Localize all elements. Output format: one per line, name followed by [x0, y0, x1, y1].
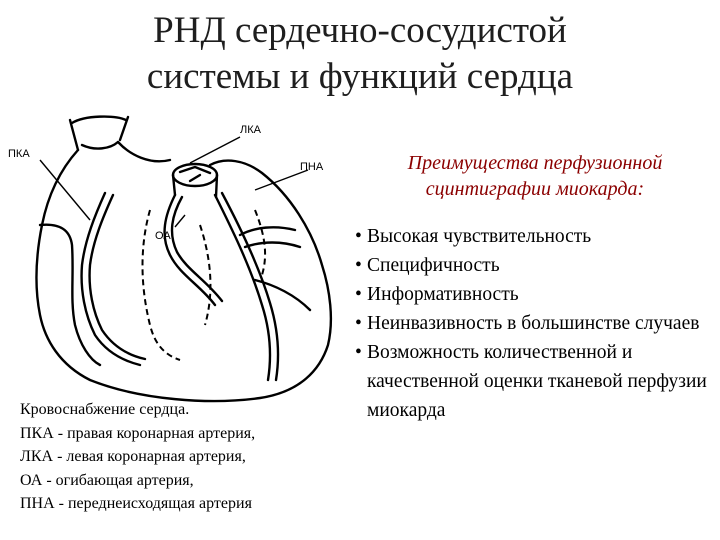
advantages-heading-line-1: Преимущества перфузионной	[407, 152, 663, 174]
title-line-1: РНД сердечно-сосудистой	[153, 10, 567, 51]
anterior-descending-artery	[215, 195, 270, 380]
advantage-item	[355, 338, 715, 425]
caption-line: Кровоснабжение сердца.	[20, 401, 190, 418]
title-line-2: системы и функций сердца	[146, 56, 574, 97]
caption-line: ЛКА - левая коронарная артерия,	[20, 448, 246, 465]
advantage-text: Высокая чувствительность	[367, 226, 592, 247]
advantages-list	[355, 222, 715, 425]
caption-line: ПКА - правая коронарная артерия,	[20, 424, 256, 442]
bullet: •	[355, 255, 362, 276]
label-lka: ЛКА	[240, 124, 261, 136]
caption-line: ПНА - переднеисходящая артерия	[20, 495, 252, 512]
label-pna: ПНА	[300, 161, 324, 173]
bullet: •	[355, 284, 362, 305]
advantage-text: Информативность	[367, 284, 519, 305]
advantage-text: Неинвазивность в большинстве случаев	[367, 313, 700, 334]
advantages-heading	[350, 150, 720, 202]
bullet: •	[355, 342, 362, 363]
advantage-item	[355, 251, 715, 280]
advantage-text: Специфичность	[367, 255, 500, 276]
circumflex-artery	[165, 195, 215, 305]
advantage-text: Возможность количественной и качественной оценки тканевой перфузии миокарда	[367, 342, 707, 421]
label-oa: ОА	[155, 230, 171, 242]
slide-title	[0, 8, 720, 100]
bullet: •	[355, 313, 362, 334]
caption-line: ОА - огибающая артерия,	[20, 471, 194, 489]
advantage-item	[355, 222, 715, 251]
advantage-item	[355, 309, 715, 338]
bullet: •	[355, 226, 362, 247]
label-pka: ПКА	[8, 148, 30, 160]
heart-coronary-diagram	[0, 115, 345, 405]
advantage-item	[355, 280, 715, 309]
advantages-heading-line-2: сцинтиграфии миокарда:	[425, 178, 645, 200]
diagram-caption	[20, 398, 345, 516]
